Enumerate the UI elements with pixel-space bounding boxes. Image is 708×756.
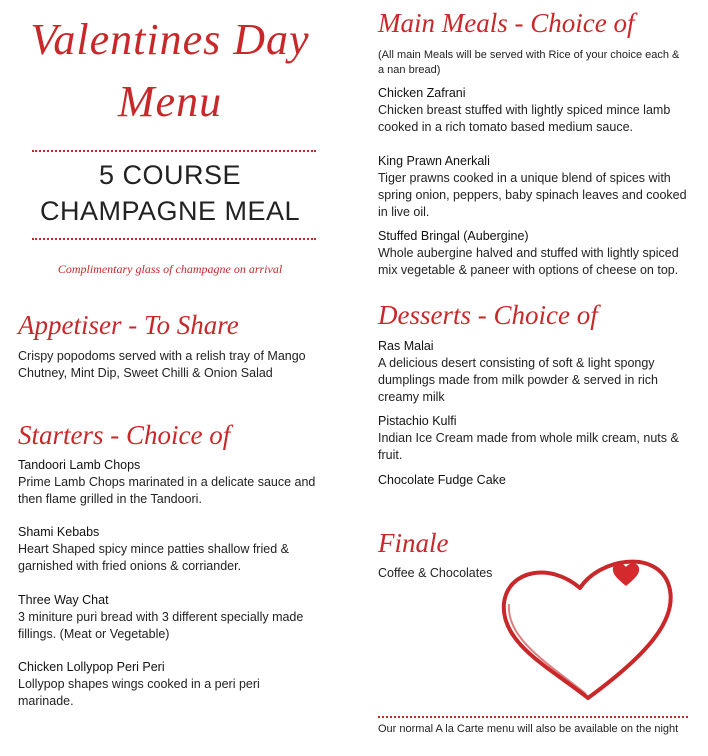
mains-note: (All main Meals will be served with Rice of your choice each & a nan bread): [378, 49, 680, 76]
complimentary-note: Complimentary glass of champagne on arrival: [57, 262, 283, 276]
main-item: [378, 85, 693, 136]
starter-item-desc: Lollypop shapes wings cooked in a peri peri marinade.: [18, 677, 260, 708]
footer-divider: [378, 716, 688, 718]
main-item-desc: Tiger prawns cooked in a unique blend of spices with spring onion, peppers, baby spinach leaves and cooked in live oil.: [378, 171, 687, 219]
starter-item-name: Tandoori Lamb Chops: [18, 458, 141, 472]
main-item-name: King Prawn Anerkali: [378, 154, 490, 168]
appetiser-text: Crispy popodoms served with a relish tray of Mango Chutney, Mint Dip, Sweet Chilli & Onion Salad: [18, 349, 306, 380]
main-item: [378, 153, 693, 221]
dessert-item: [378, 413, 693, 464]
dessert-item: [378, 472, 693, 489]
starters-heading: Starters - Choice of: [18, 420, 231, 450]
appetiser-heading: Appetiser - To Share: [18, 310, 239, 340]
starter-item-desc: Prime Lamb Chops marinated in a delicate sauce and then flame grilled in the Tandoori.: [18, 475, 316, 506]
starter-item-name: Chicken Lollypop Peri Peri: [18, 660, 165, 674]
main-item-desc: Chicken breast stuffed with lightly spiced mince lamb cooked in a rich tomato based medium sauce.: [378, 103, 671, 134]
finale-text: Coffee & Chocolates: [378, 566, 493, 580]
starter-item: [18, 457, 318, 508]
dessert-item-desc: Indian Ice Cream made from whole milk cream, nuts & fruit.: [378, 431, 679, 462]
finale-heading: Finale: [378, 528, 449, 558]
footer-note: Our normal A la Carte menu will also be available on the night: [378, 723, 679, 735]
divider-top: [32, 150, 316, 152]
dessert-item-name: Ras Malai: [378, 339, 434, 353]
starter-item-name: Three Way Chat: [18, 593, 109, 607]
divider-bottom: [32, 238, 316, 240]
main-item-name: Stuffed Bringal (Aubergine): [378, 229, 529, 243]
heart-outline-icon: [490, 548, 690, 708]
menu-title-line2: Menu: [117, 77, 223, 126]
small-heart-icon: [610, 560, 642, 588]
starter-item: [18, 659, 318, 710]
mains-heading: Main Meals - Choice of: [378, 8, 635, 38]
desserts-heading: Desserts - Choice of: [378, 300, 598, 330]
course-line1: 5 COURSE: [98, 160, 242, 190]
starter-item-name: Shami Kebabs: [18, 525, 100, 539]
dessert-item-name: Pistachio Kulfi: [378, 414, 457, 428]
main-item-desc: Whole aubergine halved and stuffed with lightly spiced mix vegetable & paneer with options of cheese on top.: [378, 246, 679, 277]
menu-title-line1: Valentines Day: [30, 15, 310, 64]
main-item: [378, 228, 693, 279]
starter-item-desc: Heart Shaped spicy mince patties shallow fried & garnished with fried onions & corriander.: [18, 542, 289, 573]
starter-item: [18, 592, 318, 643]
course-line2: CHAMPAGNE MEAL: [39, 196, 301, 226]
starter-item: [18, 524, 318, 575]
dessert-item: [378, 338, 693, 406]
main-item-name: Chicken Zafrani: [378, 86, 466, 100]
starter-item-desc: 3 miniture puri bread with 3 different specially made fillings. (Meat or Vegetable): [18, 610, 304, 641]
dessert-item-desc: A delicious desert consisting of soft & light spongy dumplings made from milk powder & served in rich creamy milk: [378, 356, 658, 404]
dessert-item-name: Chocolate Fudge Cake: [378, 473, 506, 487]
